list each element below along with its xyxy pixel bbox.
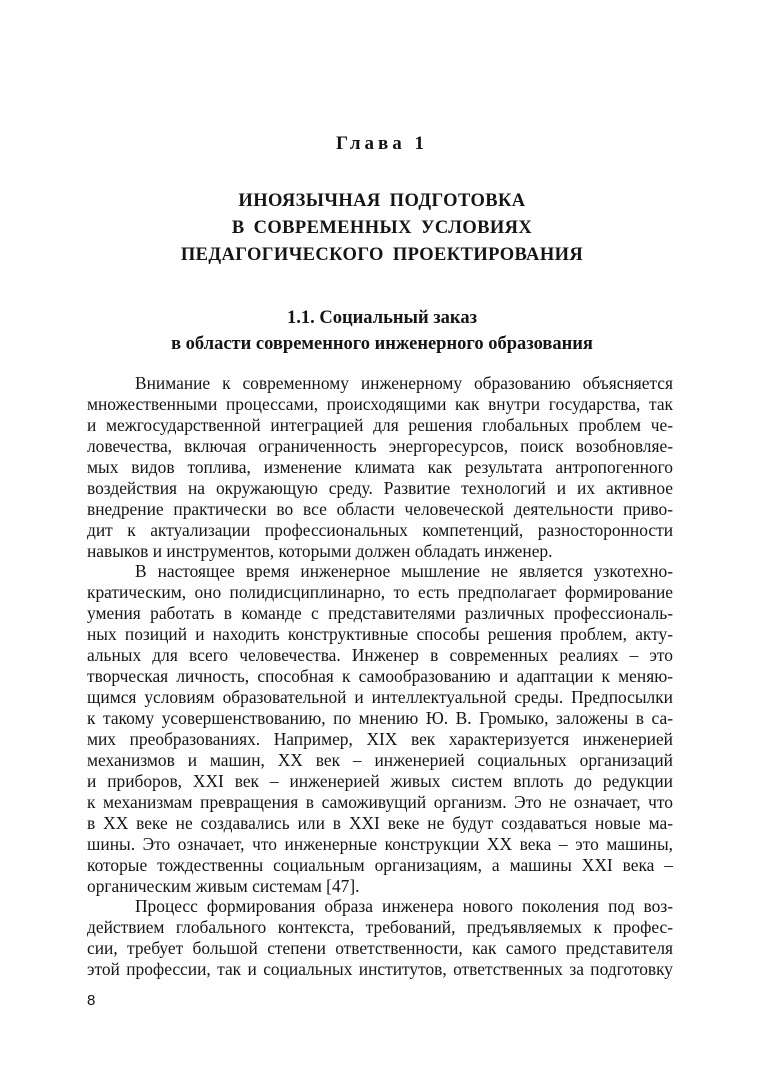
text-line: умения работать в команде с представителями различных профессиональ- xyxy=(87,603,673,624)
text-line: Процесс формирования образа инженера нового поколения под воз- xyxy=(135,896,673,917)
text-line: навыков и инструментов, которыми должен обладать инженер. xyxy=(87,540,553,561)
text-line: и приборов, XXI век – инженерией живых систем вплоть до редукции xyxy=(87,770,673,791)
section-title-line: в области современного инженерного образования xyxy=(171,334,593,354)
text-line: В настоящее время инженерное мышление не является узкотехно- xyxy=(135,561,673,582)
text-line: щимся условиям образовательной и интеллектуальной среды. Предпосылки xyxy=(87,687,673,708)
text-line: мых видов топлива, изменение климата как результата антропогенного xyxy=(87,456,673,477)
text-line: Внимание к современному инженерному образованию объясняется xyxy=(135,373,673,393)
text-line: творческая личность, способная к самообразованию и адаптации к меняю- xyxy=(87,666,673,687)
text-line: механизмов и машин, XX век – инженерией социальных организаций xyxy=(87,749,673,770)
body-text xyxy=(87,373,673,980)
text-line: множественными процессами, происходящими как внутри государства, так xyxy=(87,393,673,414)
text-line: шины. Это означает, что инженерные конструкции XX века – это машины, xyxy=(87,833,673,854)
page-number: 8 xyxy=(87,992,96,1009)
text-line: этой профессии, так и социальных институтов, ответственных за подготовку xyxy=(87,959,673,980)
text-line: сии, требует большой степени ответственности, как самого представителя xyxy=(87,938,673,959)
text-line: к механизмам превращения в саможивущий организм. Это не означает, что xyxy=(87,791,673,812)
text-line: органическим живым системам [47]. xyxy=(87,875,360,896)
text-line: которые тождественны социальным организациям, а машины XXI века – xyxy=(87,854,673,875)
chapter-title-line: В СОВРЕМЕННЫХ УСЛОВИЯХ xyxy=(231,218,533,238)
text-line: воздействия на окружающую среду. Развитие технологий и их активное xyxy=(87,477,673,498)
chapter-title-line: ПЕДАГОГИЧЕСКОГО ПРОЕКТИРОВАНИЯ xyxy=(180,245,584,265)
text-line: мих преобразованиях. Например, XIX век характеризуется инженерией xyxy=(87,728,673,749)
text-line: кратическим, оно полидисциплинарно, то есть предполагает формирование xyxy=(87,582,673,603)
text-line: дит к актуализации профессиональных компетенций, разносторонности xyxy=(87,519,673,540)
text-line: и межгосударственной интеграцией для решения глобальных проблем че- xyxy=(87,414,673,435)
text-line: к такому усовершенствованию, по мнению Ю. В. Громыко, заложены в са- xyxy=(87,708,673,728)
text-line: ловечества, включая ограниченность энергоресурсов, поиск возобновляе- xyxy=(87,435,673,456)
chapter-label: Глава 1 xyxy=(335,133,429,154)
text-line: альных для всего человечества. Инженер в современных реалиях – это xyxy=(87,645,673,666)
chapter-title-line: ИНОЯЗЫЧНАЯ ПОДГОТОВКА xyxy=(238,191,526,211)
chapter-title xyxy=(0,188,764,269)
text-line: в XX веке не создавались или в XXI веке не будут создаваться новые ма- xyxy=(87,812,673,833)
section-title-line: 1.1. Социальный заказ xyxy=(286,308,477,328)
text-line: действием глобального контекста, требований, предъявляемых к профес- xyxy=(87,917,673,938)
text-line: ных позиций и находить конструктивные способы решения проблем, акту- xyxy=(87,624,673,645)
section-title xyxy=(0,305,764,357)
text-line: внедрение практически во все области человеческой деятельности приво- xyxy=(87,498,673,519)
